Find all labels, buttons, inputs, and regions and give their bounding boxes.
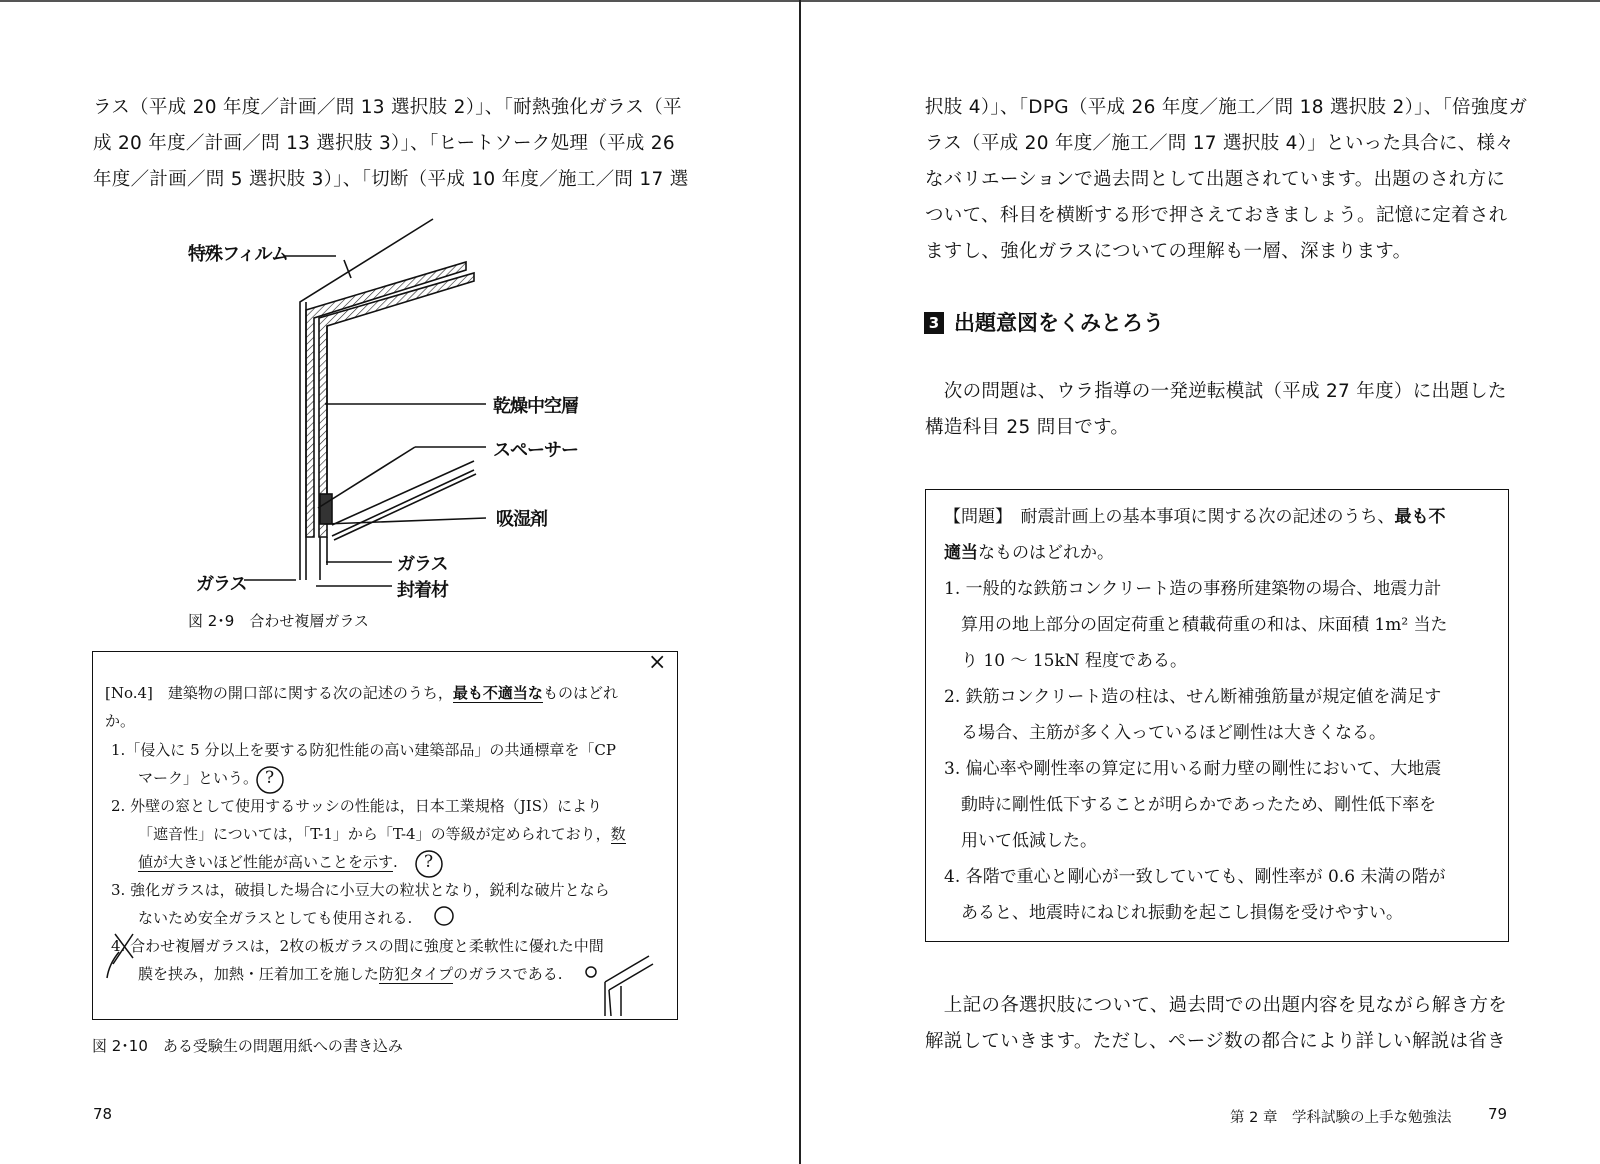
question-mark-1: ? bbox=[265, 768, 275, 788]
item-4-line1: 4. 合わせ複層ガラスは，2枚の板ガラスの間に強度と柔軟性に優れた中間 bbox=[111, 937, 604, 955]
handwritten-x-mark: × bbox=[648, 650, 667, 675]
header-text: [No.4] 建築物の開口部に関する次の記述のうち， bbox=[105, 684, 453, 702]
section-title: 出題意図をくみとろう bbox=[954, 311, 1164, 335]
ok-circle-item4 bbox=[586, 967, 596, 977]
question-header-line2: か。 bbox=[105, 712, 136, 730]
section-number: 3 bbox=[924, 312, 944, 334]
header-text-end: ものはどれ bbox=[542, 684, 618, 702]
right-paragraph bbox=[925, 90, 1527, 270]
item-2-underline: 数 bbox=[610, 825, 626, 843]
check-stroke-item4 bbox=[107, 952, 119, 978]
item-4-text-end: のガラスである. bbox=[453, 965, 563, 983]
paragraph-line: 次の問題は、ウラ指導の一発逆転模試（平成 27 年度）に出題した bbox=[925, 381, 1507, 402]
problem-header-text: 【問題】 耐震計画上の基本事項に関する次の記述のうち、 bbox=[944, 507, 1395, 527]
label-spacer: スペーサー bbox=[493, 440, 578, 461]
figure-2-10-caption: 図 2･10 ある受験生の問題用紙への書き込み bbox=[92, 1037, 403, 1055]
item-3-line2: ないため安全ガラスとしても使用される. bbox=[138, 909, 413, 927]
handwritten-marks bbox=[93, 652, 677, 1019]
problem-item-line: る場合、主筋が多く入っているほど剛性は大きくなる。 bbox=[944, 723, 1386, 743]
paragraph-line: 上記の各選択肢について、過去問での出題内容を見ながら解き方を bbox=[925, 995, 1508, 1016]
problem-header-emphasis: 最も不 bbox=[1394, 507, 1446, 527]
problem-header-text-end: なものはどれか。 bbox=[978, 543, 1114, 563]
paragraph-line: 解説していきます。ただし、ページ数の都合により詳しい解説は省き bbox=[925, 1031, 1506, 1052]
problem-item-line: 1. 一般的な鉄筋コンクリート造の事務所建築物の場合、地震力計 bbox=[944, 579, 1442, 599]
paragraph-line: ついて、科目を横断する形で押さえておきましょう。記憶に定着され bbox=[925, 205, 1508, 226]
item-2-text-end: . bbox=[393, 853, 398, 871]
label-special-film: 特殊フィルム bbox=[188, 244, 288, 265]
label-sealant: 封着材 bbox=[397, 580, 448, 601]
intro-paragraph bbox=[925, 374, 1507, 446]
item-4-text: 膜を挟み，加熱・圧着加工を施した bbox=[138, 965, 379, 983]
paragraph-line: ますし、強化ガラスについての理解も一層、深まります。 bbox=[925, 241, 1412, 262]
paragraph-line: 成 20 年度／計画／問 13 選択肢 3）」、「ヒートソーク処理（平成 26 bbox=[93, 133, 675, 154]
section-heading bbox=[924, 307, 1164, 337]
header-emphasis: 最も不適当な bbox=[452, 684, 543, 702]
left-page bbox=[0, 0, 799, 1164]
question-mark-2: ? bbox=[424, 852, 434, 872]
item-2-text: 「遮音性」については，「T-1」から「T-4」の等級が定められており， bbox=[138, 825, 611, 843]
problem-item-line: 3. 偏心率や剛性率の算定に用いる耐力壁の剛性において、大地震 bbox=[944, 759, 1442, 779]
paragraph-line: 構造科目 25 問目です。 bbox=[925, 417, 1130, 438]
running-head: 第 2 章 学科試験の上手な勉強法 bbox=[1230, 1110, 1452, 1126]
problem-header-emphasis-2: 適当 bbox=[944, 543, 978, 563]
problem-item-line: 動時に剛性低下することが明らかであったため、剛性低下率を bbox=[944, 795, 1437, 815]
item-1-line1: 1.「侵入に 5 分以上を要する防犯性能の高い建築部品」の共通標章を「CP bbox=[111, 741, 616, 759]
paragraph-line: なバリエーションで過去問として出題されています。出題のされ方に bbox=[925, 169, 1506, 190]
label-desiccant: 吸湿剤 bbox=[496, 509, 547, 530]
glass-sketch bbox=[605, 956, 653, 1016]
closing-paragraph bbox=[925, 988, 1507, 1060]
problem-item-line: 2. 鉄筋コンクリート造の柱は、せん断補強筋量が規定値を満足す bbox=[944, 687, 1442, 707]
paragraph-line: 択肢 4）」、「DPG（平成 26 年度／施工／問 18 選択肢 2）」、「倍強度ガ bbox=[925, 97, 1528, 118]
cross-mark-item4 bbox=[113, 934, 133, 964]
problem-item-line: あると、地震時にねじれ振動を起こし損傷を受けやすい。 bbox=[944, 903, 1403, 923]
problem-item-line: 用いて低減した。 bbox=[944, 831, 1097, 851]
paragraph-line: ラス（平成 20 年度／計画／問 13 選択肢 2）」、「耐熱強化ガラス（平 bbox=[93, 97, 682, 118]
problem-item-line: 4. 各階で重心と剛心が一致していても、剛性率が 0.6 未満の階が bbox=[944, 867, 1446, 887]
item-4-underline: 防犯タイプ bbox=[378, 965, 454, 983]
page-number-right: 79 bbox=[1488, 1105, 1508, 1123]
label-glass-inner: ガラス bbox=[397, 554, 448, 575]
figure-2-9-caption: 図 2･9 合わせ複層ガラス bbox=[188, 612, 369, 630]
ok-circle-item3 bbox=[435, 907, 453, 925]
problem-header bbox=[944, 502, 1446, 527]
paragraph-line: 年度／計画／問 5 選択肢 3）」、「切断（平成 10 年度／施工／問 17 選 bbox=[93, 169, 689, 190]
problem-box bbox=[925, 489, 1509, 942]
paragraph-line: ラス（平成 20 年度／施工／問 17 選択肢 4）」といった具合に、様々 bbox=[925, 133, 1515, 154]
label-dry-air-layer: 乾燥中空層 bbox=[493, 396, 578, 417]
item-3-line1: 3. 強化ガラスは，破損した場合に小豆大の粒状となり，鋭利な破片となら bbox=[111, 881, 610, 899]
problem-header-line2 bbox=[944, 538, 1114, 563]
question-sheet-box bbox=[92, 651, 678, 1020]
page-number-left: 78 bbox=[93, 1105, 113, 1123]
item-2-underline-2: 値が大きいほど性能が高いことを示す bbox=[138, 853, 394, 871]
item-2-line1: 2. 外壁の窓として使用するサッシの性能は，日本工業規格（JIS）により bbox=[111, 797, 602, 815]
problem-item-line: 算用の地上部分の固定荷重と積載荷重の和は、床面積 1m² 当た bbox=[944, 615, 1448, 635]
problem-item-line: り 10 ～ 15kN 程度である。 bbox=[944, 651, 1188, 671]
item-1-line2: マーク」という。 bbox=[138, 769, 259, 787]
laminated-double-glazing-drawing bbox=[0, 0, 799, 640]
label-glass-outer: ガラス bbox=[196, 574, 247, 595]
